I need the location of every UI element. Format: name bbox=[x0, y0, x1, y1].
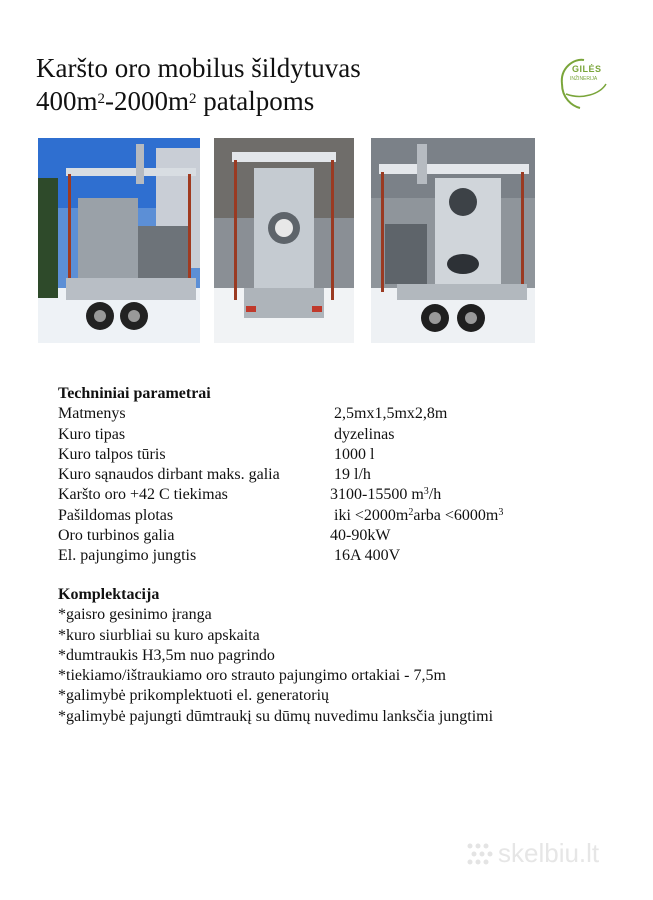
spec-sup: 3 bbox=[423, 486, 429, 498]
heater-trailer-photo-front bbox=[371, 138, 535, 343]
title-sup: 2 bbox=[189, 91, 197, 107]
spec-label: Oro turbinos galia bbox=[58, 527, 175, 545]
spec-row bbox=[58, 465, 371, 485]
spec-row bbox=[58, 526, 391, 546]
heater-trailer-photo-side bbox=[38, 138, 200, 343]
watermark-text: skelbiu.lt bbox=[498, 838, 600, 868]
title-suffix: patalpoms bbox=[196, 86, 315, 116]
spec-row bbox=[58, 506, 504, 526]
spec-value: 40-90kW bbox=[330, 527, 391, 545]
list-item: *kuro siurbliai su kuro apskaita bbox=[58, 626, 260, 644]
spec-value bbox=[334, 506, 503, 526]
logo-subtitle: INŽINERIJA bbox=[570, 76, 598, 82]
title-line-1: Karšto oro mobilus šildytuvas bbox=[36, 53, 361, 83]
spec-value-main: 3100-15500 m bbox=[330, 486, 424, 504]
spec-label: Karšto oro +42 C tiekimas bbox=[58, 486, 228, 504]
watermark-dots-icon bbox=[466, 842, 494, 868]
spec-row bbox=[58, 425, 395, 445]
spec-label: Pašildomas plotas bbox=[58, 506, 174, 524]
spec-value: dyzelinas bbox=[334, 425, 395, 443]
list-item: *gaisro gesinimo įranga bbox=[58, 606, 212, 624]
spec-value: 1000 l bbox=[334, 445, 375, 463]
spec-value bbox=[330, 485, 441, 505]
list-item: *galimybė prikomplektuoti el. generatorių bbox=[58, 687, 330, 705]
kompl-heading: Komplektacija bbox=[58, 586, 160, 603]
list-item: *galimybė pajungti dūmtraukį su dūmų nuvedimu lanksčia jungtimi bbox=[58, 707, 494, 725]
spec-row bbox=[58, 404, 448, 424]
spec-row bbox=[58, 485, 442, 505]
spec-row bbox=[58, 445, 375, 465]
list-item: *dumtraukis H3,5m nuo pagrindo bbox=[58, 646, 275, 664]
spec-value: 19 l/h bbox=[334, 466, 371, 484]
specs-heading: Techniniai parametrai bbox=[58, 385, 211, 402]
list-item: *tiekiamo/ištraukiamo oro strauto pajungimo ortakiai - 7,5m bbox=[58, 667, 446, 685]
title-area-max: -2000m bbox=[105, 86, 190, 116]
spec-row bbox=[58, 546, 401, 566]
technical-parameters bbox=[58, 384, 504, 567]
acorn-logo-icon bbox=[552, 54, 616, 112]
spec-label: El. pajungimo jungtis bbox=[58, 547, 197, 565]
spec-value-main: iki <2000m bbox=[334, 506, 409, 524]
spec-label: Kuro tipas bbox=[58, 425, 126, 443]
logo-name: GILĖS bbox=[572, 64, 602, 74]
spec-value-suffix: /h bbox=[428, 486, 442, 504]
spec-label: Kuro sąnaudos dirbant maks. galia bbox=[58, 466, 280, 484]
title-area-min: 400m bbox=[36, 86, 98, 116]
page-title bbox=[36, 52, 361, 118]
spec-label: Kuro talpos tūris bbox=[58, 445, 166, 463]
title-sup: 2 bbox=[97, 91, 106, 107]
heater-trailer-photo-rear bbox=[214, 138, 354, 343]
spec-label: Matmenys bbox=[58, 405, 126, 423]
spec-value-suffix: arba <6000m bbox=[413, 506, 499, 524]
equipment-list bbox=[58, 585, 493, 727]
company-logo bbox=[552, 54, 616, 112]
spec-value: 2,5mx1,5mx2,8m bbox=[334, 405, 448, 423]
title-line-2 bbox=[36, 85, 361, 118]
spec-value: 16A 400V bbox=[334, 547, 401, 565]
spec-sup: 3 bbox=[498, 506, 504, 518]
spec-sup: 2 bbox=[408, 506, 414, 518]
